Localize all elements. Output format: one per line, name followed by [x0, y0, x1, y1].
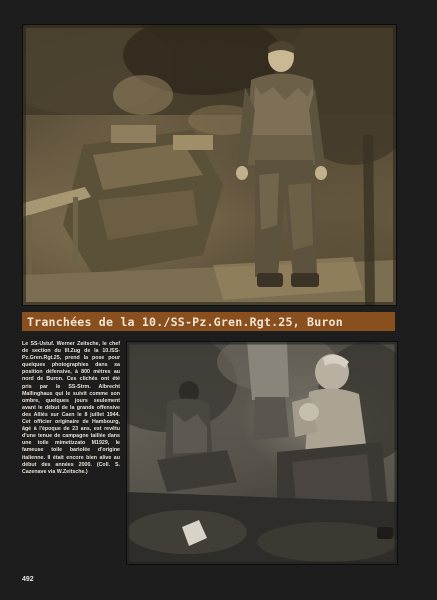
- photo-officer-trench-image: [23, 25, 396, 305]
- section-title-band: [22, 312, 395, 331]
- photo-caption: Le SS-Ustuf. Werner Zeitsche, le chef de section du III.Zug de la 10./SS-Pz.Gren.Rgt.25, prend la pose pour quelques photographies dans sa position défensive, à 800 mètres au nord de Buron. Ces clichés ont été pris par le SS-Strm. Albrecht Mallinghaus qui le suivit comme son ombre, quelques jours seulement avant le début de la grande offensive des Alliés sur Caen le 8 juillet 1944. Cet officier originaire de Hambourg, âgé à l'époque de 23 ans, est revêtu d'une tenue de campagne taillée dans une toile mimetizzato M1929, le fameuse toile bariolée d'origine italienne. Il était encore bien alive au début des années 2000. (Coll. S. Cazenave via W.Zeitsche.): [22, 341, 120, 475]
- page-number: 492: [22, 576, 34, 583]
- section-title: Tranchées de la 10./SS-Pz.Gren.Rgt.25, Buron: [27, 314, 343, 329]
- photo-soldiers-resting-image: [127, 342, 397, 564]
- photo-officer-trench: [22, 24, 397, 306]
- photo-soldiers-resting: [126, 341, 398, 565]
